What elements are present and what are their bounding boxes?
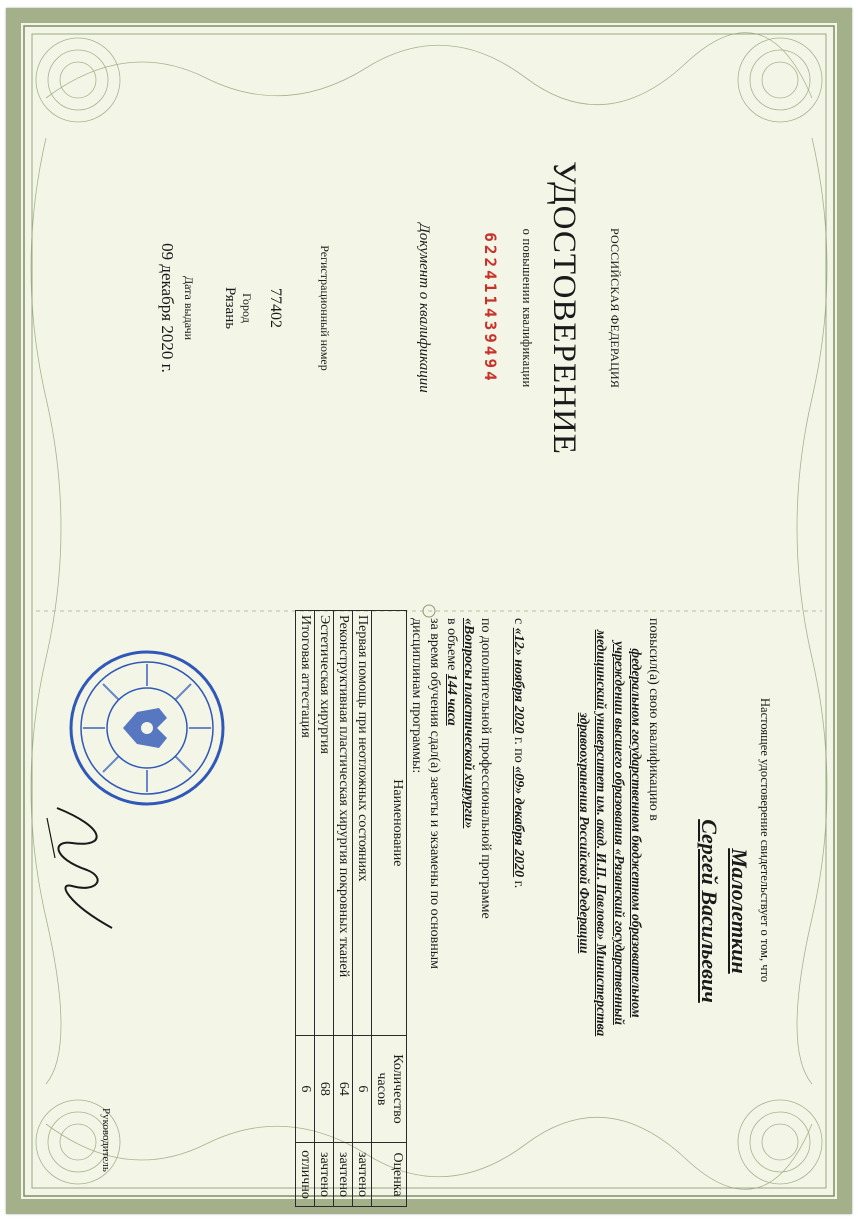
- header-hours: Количество часов: [372, 1035, 407, 1142]
- table-row: Эстетическая хирургия 68 зачтено: [315, 611, 334, 1207]
- table-row: Первая помощь при неотложных состояниях 6 зачтено: [353, 611, 372, 1207]
- right-page: [6, 608, 852, 1214]
- study-period: с «12» ноября 2020 г. по «09» декабря 2020 г.: [511, 618, 526, 889]
- registration-number: 77402: [267, 288, 284, 328]
- period-start: «12» ноября 2020: [511, 627, 526, 734]
- holder-given-names: Сергей Васильевич: [697, 819, 722, 1003]
- program-intro: по дополнительной профессиональной программе: [478, 618, 493, 919]
- exams-text: за время обучения сдал(а) зачеты и экзамены по основным дисциплинам программы:: [409, 618, 442, 970]
- qualification-text: повысил(а) свою квалификацию в: [646, 618, 661, 821]
- header-grade: Оценка: [372, 1143, 407, 1207]
- document-type: Документ о квалификации: [416, 223, 432, 393]
- holder-surname: Малолеткин: [727, 848, 752, 974]
- table-header-row: [372, 611, 407, 1207]
- document-content: [6, 8, 852, 1214]
- document-subtitle: о повышении квалификации: [520, 228, 534, 388]
- certificate-sheet: [6, 8, 852, 1214]
- table-row: Реконструктивная пластическая хирургия покровных тканей 64 зачтено: [334, 611, 353, 1207]
- period-end: «09» декабря 2020: [511, 766, 526, 878]
- program-volume: в объеме 144 часа: [444, 618, 459, 726]
- issue-date-label: Дата выдачи: [182, 275, 196, 341]
- signer-label: Руководитель: [100, 1108, 112, 1172]
- signature-icon: [37, 798, 127, 938]
- intro-text: Настоящее удостоверение свидетельствует о том, что: [758, 698, 772, 983]
- program-name: «Вопросы пластической хирурги»: [461, 618, 476, 829]
- serial-number: 622411439494: [481, 232, 500, 384]
- institution-name: федеральном государственном бюджетном образовательном учреждении высшего образования «Рязанский государственный медицинский университет им. акад. И.П. Павлова» Министерства здравоохранения Российской Федерации: [576, 629, 644, 1037]
- header-name: Наименование: [372, 611, 407, 1036]
- city-label: Город: [240, 293, 254, 323]
- table-row: Итоговая аттестация 6 отлично: [296, 611, 315, 1207]
- document-title: УДОСТОВЕРЕНИЕ: [546, 161, 582, 455]
- registration-label: Регистрационный номер: [318, 245, 332, 371]
- issue-date: 09 декабря 2020 г.: [158, 243, 177, 373]
- disciplines-table: [295, 610, 407, 1207]
- city-value: Рязань: [222, 286, 238, 330]
- official-seal-icon: [67, 648, 227, 808]
- left-page: [6, 8, 852, 608]
- country-label: РОССИЙСКАЯ ФЕДЕРАЦИЯ: [608, 227, 622, 389]
